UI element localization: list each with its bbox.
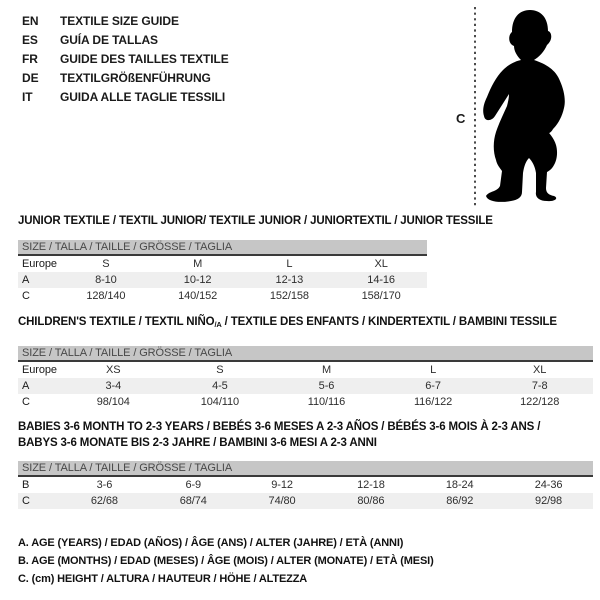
footnote-b: B. AGE (MONTHS) / EDAD (MESES) / ÂGE (MOIS) / ALTER (MONATE) / ETÀ (MESI)	[18, 555, 434, 567]
size-cell: 7-8	[486, 378, 593, 394]
list-item	[22, 50, 229, 69]
size-cell: 116/122	[413, 396, 453, 408]
baby-silhouette-path	[483, 10, 565, 202]
language-title: TEXTILGRÖßENFÜHRUNG	[60, 71, 211, 85]
size-cell: 8-10	[60, 272, 152, 288]
list-item	[22, 31, 229, 50]
language-code: IT	[22, 90, 33, 104]
table-row	[18, 256, 427, 272]
size-cell: XL	[374, 258, 388, 270]
size-cell: 122/128	[520, 396, 560, 408]
section-title-junior: JUNIOR TEXTILE / TEXTIL JUNIOR/ TEXTILE JUNIOR / JUNIORTEXTIL / JUNIOR TESSILE	[18, 215, 493, 227]
size-cell: 12-18	[357, 479, 385, 491]
size-cell: 98/104	[96, 396, 130, 408]
list-item	[22, 12, 229, 31]
language-title: GUIDE DES TAILLES TEXTILE	[60, 52, 229, 66]
section-title-text: / TEXTILE DES ENFANTS / KINDERTEXTIL / BAMBINI TESSILE	[221, 316, 557, 328]
language-code: FR	[22, 52, 38, 66]
row-label: C	[22, 396, 30, 408]
size-cell: XL	[533, 364, 547, 376]
title-subscript: /A	[214, 320, 222, 329]
height-figure	[450, 5, 580, 210]
table-row	[18, 288, 427, 304]
size-cell: 152/158	[269, 290, 309, 302]
size-cell: 80/86	[326, 493, 415, 509]
size-cell: 5-6	[273, 378, 380, 394]
size-cell: S	[102, 258, 110, 270]
table-row	[18, 493, 593, 509]
row-label: Europe	[22, 364, 57, 376]
size-cell: 9-12	[271, 479, 293, 491]
language-list	[22, 12, 229, 107]
footnote-c: C. (cm) HEIGHT / ALTURA / HAUTEUR / HÖHE / ALTEZZA	[18, 573, 308, 585]
row-label: Europe	[22, 258, 57, 270]
size-cell: 3-6	[96, 479, 113, 491]
size-cell: S	[216, 364, 224, 376]
junior-size-table	[18, 256, 427, 304]
language-title: TEXTILE SIZE GUIDE	[60, 14, 179, 28]
row-label: A	[18, 378, 60, 394]
size-cell: 92/98	[504, 493, 593, 509]
children-size-table	[18, 362, 593, 410]
size-cell: 62/68	[60, 493, 149, 509]
language-title: GUIDA ALLE TAGLIE TESSILI	[60, 90, 226, 104]
table-row	[18, 362, 593, 378]
list-item	[22, 88, 229, 107]
row-label: B	[22, 479, 30, 491]
size-cell: 6-9	[185, 479, 202, 491]
section-title-children	[18, 316, 557, 329]
baby-silhouette-icon	[450, 5, 580, 210]
size-cell: 10-12	[152, 272, 244, 288]
size-cell: 128/140	[86, 290, 126, 302]
size-cell: 4-5	[167, 378, 274, 394]
size-cell: M	[193, 258, 203, 270]
size-cell: 110/116	[307, 396, 346, 408]
size-cell: 104/110	[200, 396, 240, 408]
size-cell: 140/152	[178, 290, 218, 302]
table-row	[18, 378, 593, 394]
size-cell: 18-24	[445, 479, 474, 491]
row-label: C	[18, 493, 60, 509]
size-cell: XS	[106, 364, 121, 376]
size-cell: 12-13	[244, 272, 336, 288]
size-cell: 14-16	[335, 272, 427, 288]
language-code: ES	[22, 33, 38, 47]
size-cell: 3-4	[60, 378, 167, 394]
size-cell: L	[286, 258, 293, 270]
table-row	[18, 394, 593, 410]
section-title-text: CHILDREN'S TEXTILE / TEXTIL NIÑO	[18, 316, 215, 328]
size-cell: L	[430, 364, 437, 376]
table-row	[18, 272, 427, 288]
section-title-babies-line2: BABYS 3-6 MONATE BIS 2-3 JAHRE / BAMBINI 3-6 MESI A 2-3 ANNI	[18, 437, 377, 449]
language-code: DE	[22, 71, 39, 85]
language-code: EN	[22, 14, 39, 28]
size-header-bar: SIZE / TALLA / TAILLE / GRÖSSE / TAGLIA	[18, 461, 593, 477]
row-label: A	[18, 272, 60, 288]
size-cell: 24-36	[534, 479, 563, 491]
size-cell: 68/74	[149, 493, 238, 509]
footnotes	[18, 534, 434, 588]
babies-size-table	[18, 477, 593, 509]
height-c-label: C	[456, 111, 466, 126]
language-title: GUÍA DE TALLAS	[60, 33, 158, 47]
section-title-babies-line1: BABIES 3-6 MONTH TO 2-3 YEARS / BEBÉS 3-6 MESES A 2-3 AÑOS / BÉBÉS 3-6 MOIS À 2-3 ANS /	[18, 421, 541, 433]
footnote-a: A. AGE (YEARS) / EDAD (AÑOS) / ÂGE (ANS) / ALTER (JAHRE) / ETÀ (ANNI)	[18, 537, 404, 549]
list-item	[22, 69, 229, 88]
size-cell: M	[321, 364, 332, 376]
size-header-bar: SIZE / TALLA / TAILLE / GRÖSSE / TAGLIA	[18, 240, 427, 256]
size-cell: 158/170	[361, 290, 401, 302]
size-header-bar: SIZE / TALLA / TAILLE / GRÖSSE / TAGLIA	[18, 346, 593, 362]
size-cell: 74/80	[238, 493, 327, 509]
table-row	[18, 477, 593, 493]
size-cell: 86/92	[415, 493, 504, 509]
row-label: C	[22, 290, 30, 302]
size-cell: 6-7	[380, 378, 487, 394]
